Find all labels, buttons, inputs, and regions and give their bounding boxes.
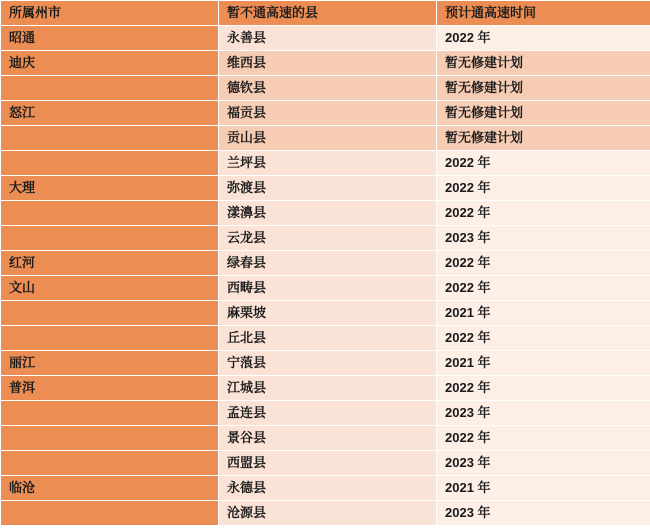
table-header: [1, 1, 650, 26]
column-header-region: 所属州市: [1, 1, 219, 26]
table-row: [1, 301, 650, 326]
table-row: [1, 201, 650, 226]
cell-time: 2022 年: [437, 151, 650, 176]
cell-time: 2021 年: [437, 301, 650, 326]
cell-county: 兰坪县: [219, 151, 437, 176]
cell-time: 暂无修建计划: [437, 101, 650, 126]
table-header-row: [1, 1, 650, 26]
table-body: [1, 26, 650, 526]
cell-time: 2023 年: [437, 401, 650, 426]
cell-region: 迪庆: [1, 51, 219, 76]
column-header-time: 预计通高速时间: [437, 1, 650, 26]
cell-county: 景谷县: [219, 426, 437, 451]
cell-time: 2021 年: [437, 351, 650, 376]
cell-county: 永善县: [219, 26, 437, 51]
cell-region: 红河: [1, 251, 219, 276]
cell-county: 西盟县: [219, 451, 437, 476]
cell-county: 丘北县: [219, 326, 437, 351]
cell-county: 云龙县: [219, 226, 437, 251]
table-row: [1, 51, 650, 76]
cell-county: 贡山县: [219, 126, 437, 151]
table-row: [1, 226, 650, 251]
table-row: [1, 326, 650, 351]
cell-county: 江城县: [219, 376, 437, 401]
cell-region: 怒江: [1, 101, 219, 126]
table-row: [1, 376, 650, 401]
cell-region: [1, 301, 219, 326]
cell-county: 永德县: [219, 476, 437, 501]
table-row: [1, 126, 650, 151]
column-header-county: 暂不通高速的县: [219, 1, 437, 26]
cell-county: 漾濞县: [219, 201, 437, 226]
cell-region: [1, 501, 219, 526]
cell-time: 2022 年: [437, 201, 650, 226]
cell-time: 2022 年: [437, 176, 650, 201]
cell-time: 2022 年: [437, 376, 650, 401]
cell-time: 2023 年: [437, 451, 650, 476]
cell-region: [1, 151, 219, 176]
table-row: [1, 276, 650, 301]
cell-region: 普洱: [1, 376, 219, 401]
table-row: [1, 251, 650, 276]
cell-county: 西畴县: [219, 276, 437, 301]
cell-region: 昭通: [1, 26, 219, 51]
cell-time: 2022 年: [437, 326, 650, 351]
table-row: [1, 76, 650, 101]
cell-region: [1, 426, 219, 451]
cell-time: 2023 年: [437, 501, 650, 526]
cell-time: 2022 年: [437, 276, 650, 301]
cell-county: 沧源县: [219, 501, 437, 526]
cell-region: 丽江: [1, 351, 219, 376]
cell-region: [1, 451, 219, 476]
cell-region: [1, 326, 219, 351]
cell-time: 暂无修建计划: [437, 126, 650, 151]
cell-time: 2022 年: [437, 26, 650, 51]
cell-time: 2022 年: [437, 426, 650, 451]
table-row: [1, 476, 650, 501]
cell-time: 2023 年: [437, 226, 650, 251]
cell-county: 麻栗坡: [219, 301, 437, 326]
cell-county: 弥渡县: [219, 176, 437, 201]
cell-time: 2022 年: [437, 251, 650, 276]
table-row: [1, 501, 650, 526]
cell-region: [1, 226, 219, 251]
cell-region: 大理: [1, 176, 219, 201]
cell-region: [1, 126, 219, 151]
cell-time: 暂无修建计划: [437, 51, 650, 76]
table-row: [1, 401, 650, 426]
cell-region: 文山: [1, 276, 219, 301]
cell-county: 宁蒗县: [219, 351, 437, 376]
cell-county: 绿春县: [219, 251, 437, 276]
cell-county: 维西县: [219, 51, 437, 76]
cell-time: 2021 年: [437, 476, 650, 501]
table-row: [1, 176, 650, 201]
table-row: [1, 101, 650, 126]
table-row: [1, 351, 650, 376]
cell-region: [1, 401, 219, 426]
cell-region: [1, 201, 219, 226]
cell-time: 暂无修建计划: [437, 76, 650, 101]
cell-county: 福贡县: [219, 101, 437, 126]
table-row: [1, 151, 650, 176]
table-row: [1, 451, 650, 476]
cell-region: 临沧: [1, 476, 219, 501]
cell-region: [1, 76, 219, 101]
table-row: [1, 26, 650, 51]
cell-county: 德钦县: [219, 76, 437, 101]
cell-county: 孟连县: [219, 401, 437, 426]
table-row: [1, 426, 650, 451]
